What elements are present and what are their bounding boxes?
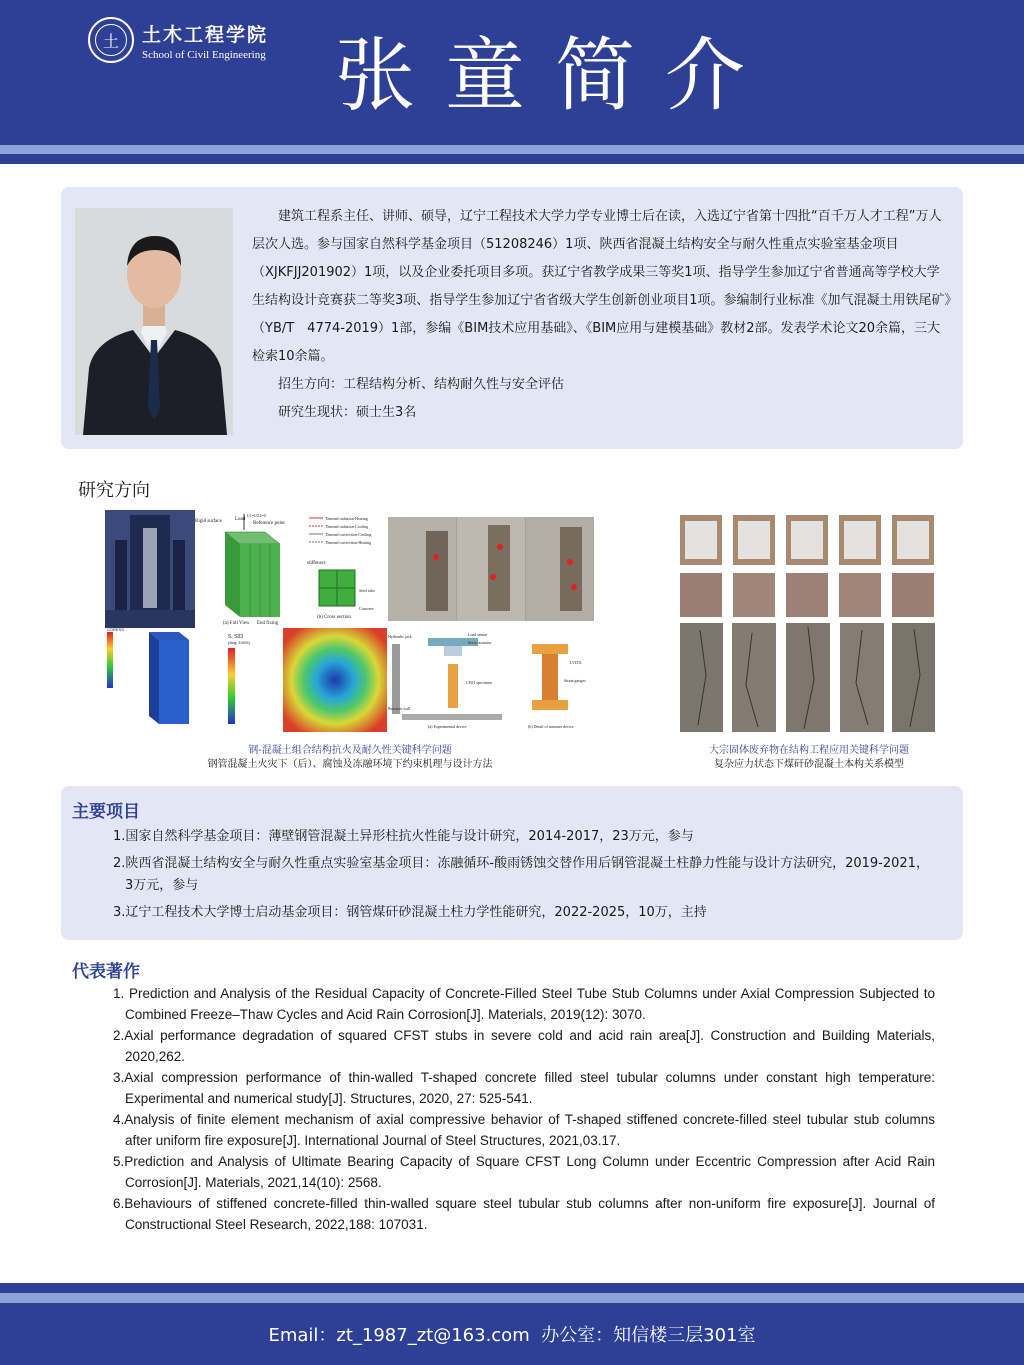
- label-end-fixing: End fixing: [257, 621, 279, 626]
- bio-paragraph: 建筑工程系主任、讲师、硕导，辽宁工程技术大学力学专业博士后在读，入选辽宁省第十四批“百千万人才工程”万人层次人选。参与国家自然科学基金项目（51208246）1项、陕西省混凝土结构安全与耐久性重点实验室基金项目（XJKFJJ201902）1项，以及企业委托项目多项。获辽宁省教学成果三等奖1项、指导学生参加辽宁省普通高等学校大学生结构设计竞赛获二等奖3项、指导学生参加辽宁省省级大学生创新创业项目1项。参编制行业标准《加气混凝土用铁尾矿》（YB/T 4774-2019）1部，参编《BIM技术应用基础》、《BIM应用与建模基础》教材2部。发表学术论文20余篇，三大检索10余篇。: [252, 209, 952, 364]
- header-stripe-light: [0, 145, 1024, 154]
- experimental-device-diagram: [388, 624, 594, 732]
- projects-list: [113, 826, 933, 929]
- label-lvdt: LVDTs: [570, 660, 582, 665]
- label-reference-point: Reference point: [253, 521, 285, 526]
- label-stiffeners: stiffeners: [307, 561, 326, 566]
- logo-chinese-name: 土木工程学院: [142, 23, 269, 46]
- label-load: Load: [235, 517, 246, 522]
- publication-item: 1. Prediction and Analysis of the Residual Capacity of Concrete-Filled Steel Tube Stub Columns under Axial Compression Subjected to Combined Freeze–Thaw Cycles and Acid Rain Corrosion[J]. Materials, 2019(12): 3070.: [113, 986, 949, 1022]
- contact-email: Email：zt_1987_zt@163.com: [268, 1325, 530, 1346]
- project-item: 1.国家自然科学基金项目：薄壁钢管混凝土异形柱抗火性能与设计研究，2014-2017，23万元，参与: [113, 829, 694, 844]
- contact-office: 办公室：知信楼三层301室: [541, 1325, 756, 1346]
- corroded-specimen-photos: [388, 517, 594, 621]
- label-heat-2: Thermal radiation-Cooling: [325, 524, 368, 529]
- research-section-title: 研究方向: [78, 480, 150, 501]
- research-right-caption-black: 复杂应力状态下煤矸砂混凝土本构关系模型: [714, 759, 904, 770]
- footer-stripe-light: [0, 1293, 1024, 1303]
- label-cfst: CFST specimen: [466, 680, 492, 685]
- publication-item: 4.Analysis of finite element mechanism of axial compressive behavior of T-shaped stiffened concrete-filled steel tubular stub columns after uniform fire exposure[J]. International Journal of Steel Structures, 2021,03.17.: [113, 1112, 935, 1148]
- contour-legend: [198, 628, 284, 728]
- project-item: 3.辽宁工程技术大学博士启动基金项目：钢管煤矸砂混凝土柱力学性能研究，2022-2025，10万，主持: [113, 905, 707, 920]
- label-s33: S, S33: [228, 634, 244, 640]
- research-left-caption-blue: 钢-混凝土组合结构抗火及耐久性关键科学问题: [248, 745, 452, 756]
- header-stripe-dark: [0, 154, 1024, 164]
- publication-item: 5.Prediction and Analysis of Ultimate Bearing Capacity of Square CFST Long Column under Eccentric Compression after Acid Rain Corrosion[J]. Materials, 2021,14(10): 2568.: [113, 1154, 935, 1190]
- label-avg: (Avg: 100%): [228, 640, 250, 645]
- project-item: 2.陕西省混凝土结构安全与耐久性重点实验室基金项目：冻融循环-酸雨锈蚀交替作用后钢管混凝土柱静力性能与设计方法研究，2019-2021，3万元，参与: [113, 856, 929, 893]
- bio-enrollment: 招生方向：工程结构分析、结构耐久性与安全评估: [278, 377, 565, 392]
- footer-contact: [0, 1303, 1024, 1365]
- cross-section-diagram: [305, 512, 387, 628]
- label-strain: Strain gauges: [564, 678, 586, 683]
- temperature-field-contour: [283, 628, 387, 732]
- publication-item: 6.Behaviours of stiffened concrete-filled thin-walled square steel tubular stub columns after non-uniform fire exposure[J]. Journal of Constructional Steel Research, 2022,188: 107031.: [113, 1196, 935, 1232]
- label-heat-1: Thermal radiation-Heating: [325, 516, 368, 521]
- publications-list: [113, 983, 949, 1235]
- label-detail-device: (b) Detail of measure device: [528, 724, 574, 729]
- label-steel-tube: Steel tube: [359, 588, 375, 593]
- page-title: 张童简介: [335, 29, 775, 122]
- label-reaction: Reaction wall: [388, 706, 411, 711]
- label-cross-section: (b) Cross section: [317, 615, 351, 620]
- bio-text: [252, 203, 952, 427]
- fe-model-full-view: [195, 512, 305, 628]
- label-concrete: Concrete: [359, 606, 374, 611]
- stress-contour-column: [105, 628, 195, 728]
- school-logo: [88, 17, 268, 63]
- label-heat-3: Thermal convection-Cooling: [325, 532, 372, 537]
- label-cores: CORESS: [107, 628, 124, 632]
- school-seal-icon: 土: [88, 17, 134, 63]
- logo-english-name: School of Civil Engineering: [142, 48, 266, 61]
- publication-item: 2.Axial performance degradation of squared CFST stubs in severe cold and acid rain area[J]. Construction and Building Materials, 2020,262.: [113, 1028, 935, 1064]
- label-uz: U1=UZ2=0: [247, 513, 266, 518]
- label-exp-device: (a) Experimental device: [428, 724, 467, 729]
- profile-photo: [75, 208, 233, 435]
- label-heat-4: Thermal convection-Heating: [325, 540, 372, 545]
- coal-gangue-specimen-photos: [680, 515, 935, 732]
- label-servo: Servo actuator: [468, 640, 492, 645]
- research-right-caption-blue: 大宗固体废弃物在结构工程应用关键科学问题: [709, 745, 909, 756]
- bio-students: 研究生现状：硕士生3名: [278, 405, 417, 420]
- test-setup-photo: [105, 510, 195, 628]
- label-rigid-surface: Rigid surface: [195, 519, 222, 524]
- label-hydraulic: Hydraulic jack: [388, 634, 412, 639]
- footer-stripe-dark: [0, 1283, 1024, 1293]
- label-load-sensor: Load sensor: [468, 632, 488, 637]
- label-full-view: (a) Full View: [223, 621, 250, 626]
- projects-section-title: 主要项目: [72, 802, 140, 822]
- research-left-caption-black: 钢管混凝土火灾下（后）、腐蚀及冻融环境下约束机理与设计方法: [207, 759, 493, 770]
- publication-item: 3.Axial compression performance of thin-walled T-shaped concrete filled steel tubular columns under constant high temperature: Experimental and numerical study[J]. Structures, 2020, 27: 525-541.: [113, 1070, 935, 1106]
- publications-section-title: 代表著作: [72, 962, 140, 982]
